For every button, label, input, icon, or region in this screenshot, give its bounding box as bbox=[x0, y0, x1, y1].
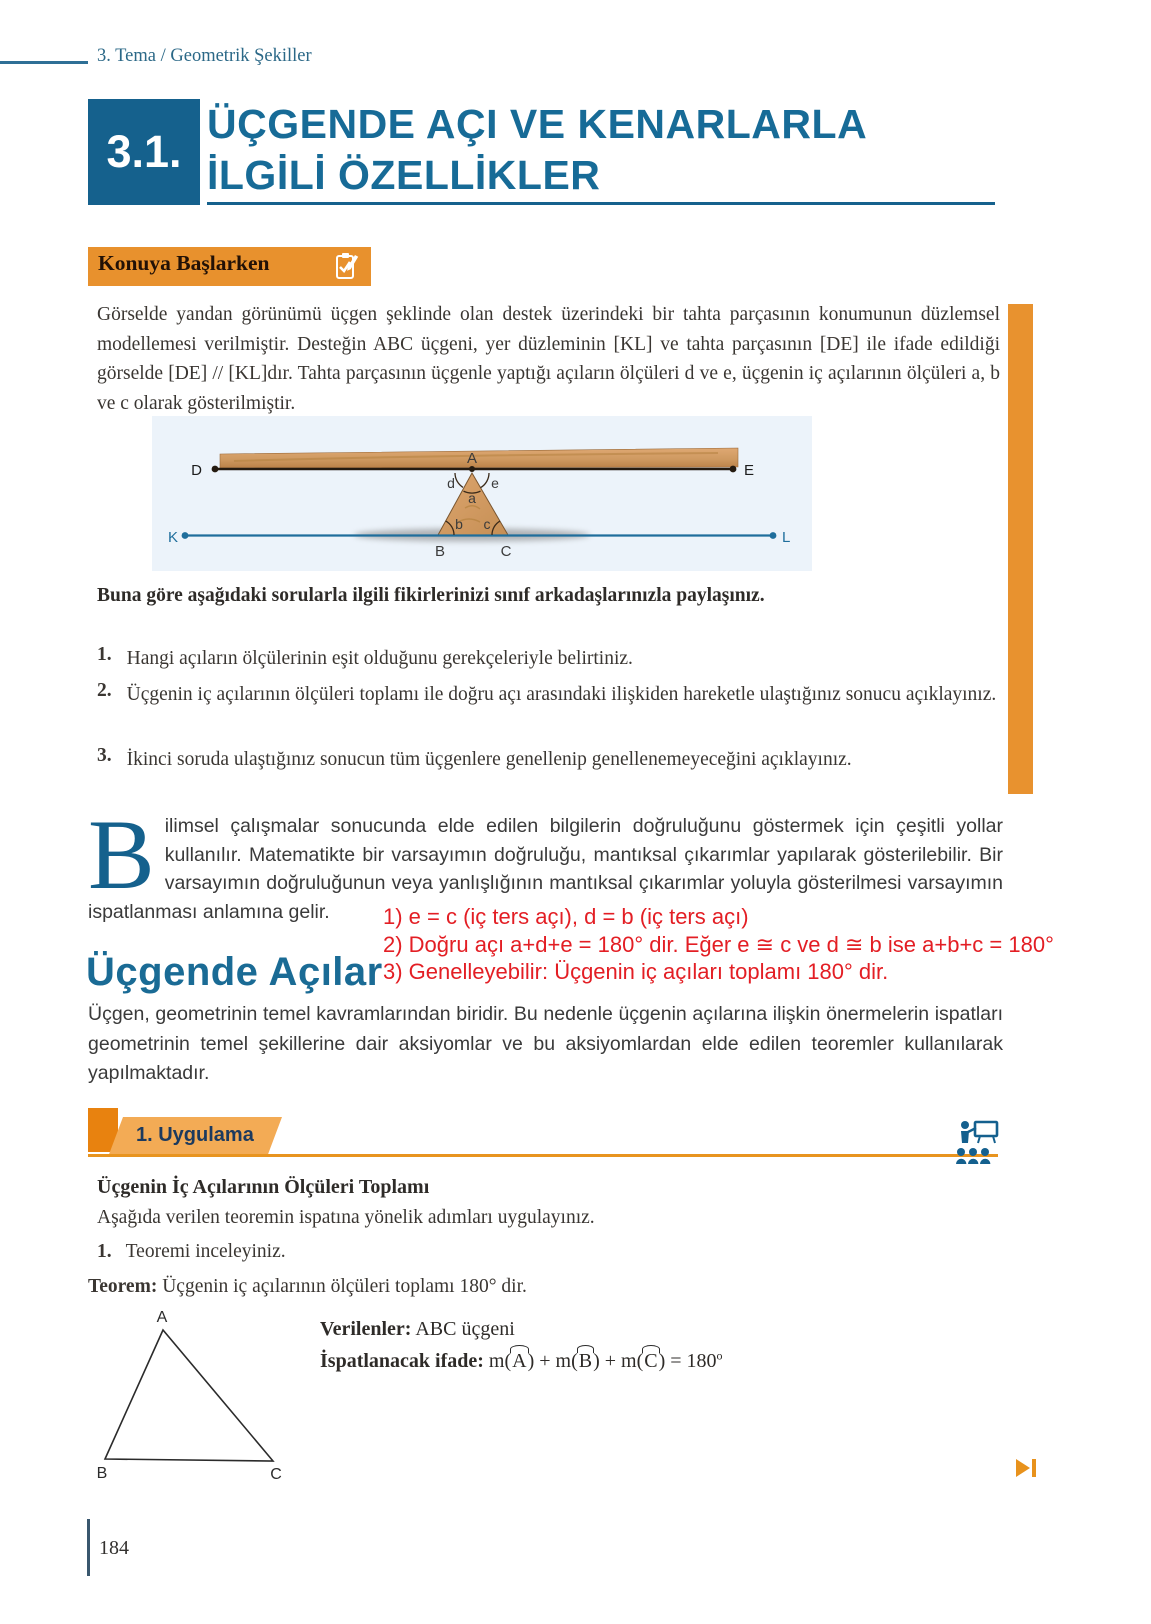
play-icon bbox=[1016, 1459, 1030, 1477]
page-title bbox=[207, 99, 997, 201]
theorem-text: Üçgenin iç açılarının ölçüleri toplamı 180° dir. bbox=[162, 1276, 527, 1297]
question-number: 2. bbox=[97, 680, 112, 701]
formula-part: m( bbox=[488, 1350, 512, 1372]
givens-line bbox=[320, 1318, 515, 1341]
formula-letter-C: C bbox=[644, 1350, 658, 1372]
page-title-line1: ÜÇGENDE AÇI VE KENARLARLA bbox=[207, 101, 868, 147]
question-item bbox=[97, 680, 1004, 709]
section-paragraph: Üçgen, geometrinin temel kavramlarından biridir. Bu nedenle üçgenin açılarına ilişkin önermelerin ispatları geometrinin temel şekillerine dair aksiyomlar ve bu aksiyomlardan elde edilen teoremler kullanılarak yapılmaktadır. bbox=[88, 1003, 1003, 1084]
angle-label-c: c bbox=[483, 516, 491, 532]
step-item bbox=[97, 1241, 286, 1263]
proof-intro-text: ilimsel çalışmalar sonucunda elde edilen bilgilerin doğruluğunu göstermek için çeşitli yollar kullanılır. Matematikte bir varsayımın doğruluğu, mantıksal çıkarımlar yapılarak gösterilebilir. Bir varsayımın doğruluğunun veya yanlışlığının mantıksal çıkarımlar yoluyla gösterilmesi varsayımın ispatlanması anlamına gelir. bbox=[88, 815, 1003, 923]
seesaw-figure bbox=[152, 416, 812, 571]
formula-letter-B: B bbox=[578, 1350, 593, 1372]
angle-label-a: a bbox=[468, 490, 476, 506]
givens-label: Verilenler: bbox=[320, 1318, 412, 1340]
question-number: 3. bbox=[97, 745, 112, 766]
step-number: 1. bbox=[97, 1241, 112, 1262]
play-bar-icon bbox=[1032, 1459, 1036, 1477]
question-item bbox=[97, 644, 1004, 673]
page-number: 184 bbox=[99, 1537, 129, 1559]
point-label-B: B bbox=[434, 543, 446, 560]
givens-text: ABC üçgeni bbox=[415, 1318, 515, 1340]
vertex-label-B: B bbox=[96, 1465, 108, 1482]
page-title-line2: İLGİLİ ÖZELLİKLER bbox=[207, 152, 601, 198]
uygulama-rule bbox=[88, 1154, 998, 1157]
degree-superscript: o bbox=[716, 1348, 723, 1363]
formula-part: ) + m( bbox=[527, 1350, 578, 1372]
page-number-rule bbox=[87, 1519, 90, 1576]
to-prove-label: İspatlanacak ifade: bbox=[320, 1350, 484, 1372]
classroom-presentation-icon bbox=[953, 1119, 1001, 1170]
discussion-intro: Buna göre aşağıdaki sorularla ilgili fikirlerinizi sınıf arkadaşlarınızla paylaşınız. bbox=[97, 585, 765, 606]
header-rule bbox=[0, 61, 88, 64]
point-label-K: K bbox=[167, 529, 178, 546]
konuya-baslarken-badge bbox=[88, 247, 371, 286]
section-heading: Üçgende Açılar bbox=[86, 950, 383, 994]
formula-part: ) = 180 bbox=[658, 1350, 717, 1372]
answer-line: 2) Doğru açı a+d+e = 180° dir. Eğer e ≅ c ve d ≅ b ise a+b+c = 180° bbox=[383, 931, 1054, 957]
triangle-abc-figure bbox=[80, 1300, 300, 1495]
title-underline bbox=[207, 202, 995, 205]
point-label-D: D bbox=[191, 462, 202, 479]
badge-label: Konuya Başlarken bbox=[98, 251, 270, 275]
angle-label-b: b bbox=[455, 516, 463, 532]
breadcrumb: 3. Tema / Geometrik Şekiller bbox=[97, 46, 312, 66]
question-text: Hangi açıların ölçülerinin eşit olduğunu gerekçeleriyle belirtiniz. bbox=[126, 648, 633, 669]
wood-plank bbox=[220, 448, 738, 468]
theorem-line bbox=[88, 1276, 527, 1298]
question-text: İkinci soruda ulaştığınız sonucun tüm üçgenlere genellenip genellenemeyeceğini açıklayınız. bbox=[126, 749, 852, 770]
theorem-label: Teorem: bbox=[88, 1276, 158, 1297]
point-label-A: A bbox=[466, 450, 478, 467]
question-text: Üçgenin iç açılarının ölçüleri toplamı ile doğru açı arasındaki ilişkiden hareketle ulaştığınız sonucu açıklayınız. bbox=[126, 684, 997, 705]
drop-cap: B bbox=[88, 799, 155, 910]
next-button[interactable] bbox=[1016, 1459, 1036, 1477]
angle-label-e: e bbox=[491, 475, 499, 491]
point-label-E: E bbox=[744, 462, 755, 479]
step-text: Teoremi inceleyiniz. bbox=[125, 1241, 286, 1262]
handwritten-answers bbox=[383, 903, 1063, 986]
section-number-box: 3.1. bbox=[88, 99, 200, 205]
uygulama-instruction: Aşağıda verilen teoremin ispatına yönelik adımları uygulayınız. bbox=[97, 1207, 595, 1228]
intro-paragraph: Görselde yandan görünümü üçgen şeklinde olan destek üzerindeki bir tahta parçasının konumunun düzlemsel modellemesi verilmiştir. Desteğin ABC üçgeni, yer düzleminin [KL] ve tahta parçasının [DE] ile ifade edildiği görselde [DE] // [KL]dır. Tahta parçasının üçgenle yaptığı açıların ölçüleri d ve e, üçgenin iç açılarının ölçüleri a, b ve c olarak gösterilmiştir. bbox=[97, 304, 1000, 414]
answer-line: 3) Genelleyebilir: Üçgenin iç açıları toplamı 180° dir. bbox=[383, 959, 889, 984]
formula-part: ) + m( bbox=[593, 1350, 644, 1372]
answer-line: 1) e = c (iç ters açı), d = b (iç ters açı) bbox=[383, 904, 749, 929]
vertex-label-C: C bbox=[270, 1466, 282, 1483]
uygulama-tab-label: 1. Uygulama bbox=[136, 1124, 254, 1146]
margin-accent-bar bbox=[1008, 304, 1033, 794]
clipboard-check-icon bbox=[331, 251, 363, 288]
point-label-C: C bbox=[500, 543, 512, 560]
question-item bbox=[97, 745, 1004, 774]
formula-letter-A: A bbox=[512, 1350, 527, 1372]
angle-label-d: d bbox=[447, 475, 455, 491]
uygulama-subtitle: Üçgenin İç Açılarının Ölçüleri Toplamı bbox=[97, 1176, 430, 1198]
point-label-L: L bbox=[782, 529, 791, 546]
question-number: 1. bbox=[97, 644, 112, 665]
vertex-label-A: A bbox=[156, 1309, 168, 1326]
to-prove-line bbox=[320, 1348, 723, 1373]
